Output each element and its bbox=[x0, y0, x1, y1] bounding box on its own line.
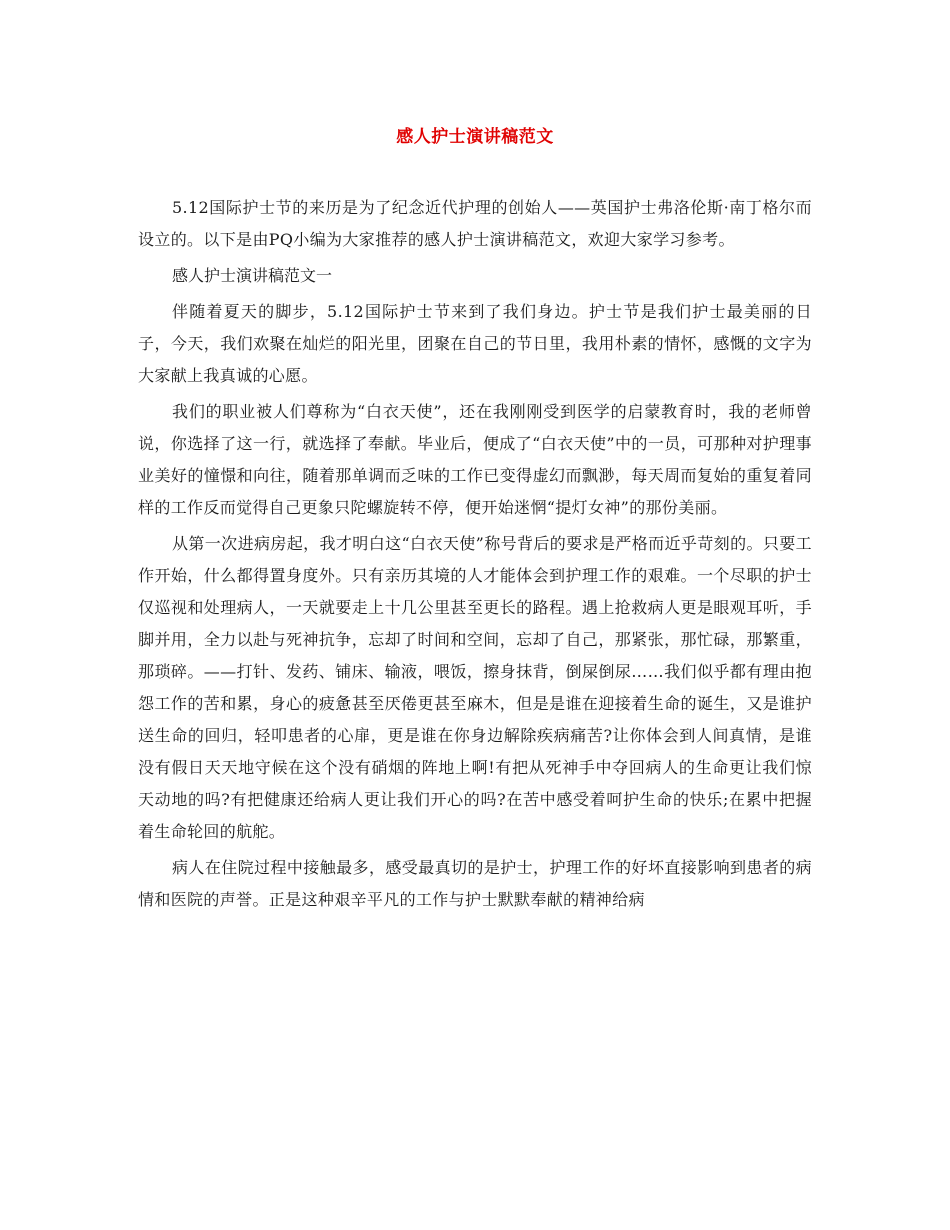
document-title: 感人护士演讲稿范文 bbox=[396, 127, 554, 147]
body-paragraph-3: 从第一次进病房起，我才明白这“白衣天使”称号背后的要求是严格而近乎苛刻的。只要工作开始，什么都得置身度外。只有亲历其境的人才能体会到护理工作的艰难。一个尽职的护士仅巡视和处理病人，一天就要走上十几公里甚至更长的路程。遇上抢救病人更是眼观耳听，手脚并用，全力以赴与死神抗争，忘却了时间和空间，忘却了自己，那紧张，那忙碌，那繁重，那琐碎。——打针、发药、铺床、输液，喂饭，擦身抹背，倒屎倒尿……我们似乎都有理由抱怨工作的苦和累，身心的疲惫甚至厌倦更甚至麻木，但是是谁在迎接着生命的诞生，又是谁护送生命的回归，轻叩患者的心扉，更是谁在你身边解除疾病痛苦?让你体会到人间真情，是谁没有假日天天地守候在这个没有硝烟的阵地上啊!有把从死神手中夺回病人的生命更让我们惊天动地的吗?有把健康还给病人更让我们开心的吗?在苦中感受着呵护生命的快乐;在累中把握着生命轮回的航舵。 bbox=[138, 534, 812, 841]
intro-paragraph: 5.12国际护士节的来历是为了纪念近代护理的创始人——英国护士弗洛伦斯·南丁格尔而设立的。以下是由PQ小编为大家推荐的感人护士演讲稿范文，欢迎大家学习参考。 bbox=[138, 198, 812, 249]
document-body bbox=[138, 192, 812, 920]
body-paragraph-4: 病人在住院过程中接触最多，感受最真切的是护士，护理工作的好坏直接影响到患者的病情和医院的声誉。正是这种艰辛平凡的工作与护士默默奉献的精神给病 bbox=[138, 858, 812, 909]
body-paragraph-1: 伴随着夏天的脚步，5.12国际护士节来到了我们身边。护士节是我们护士最美丽的日子，今天，我们欢聚在灿烂的阳光里，团聚在自己的节日里，我用朴素的情怀，感慨的文字为大家献上我真诚的心愿。 bbox=[138, 302, 812, 385]
body-paragraph-2: 我们的职业被人们尊称为“白衣天使”，还在我刚刚受到医学的启蒙教育时，我的老师曾说，你选择了这一行，就选择了奉献。毕业后，便成了“白衣天使”中的一员，可那种对护理事业美好的憧憬和向往，随着那单调而乏味的工作已变得虚幻而飘渺，每天周而复始的重复着同样的工作反而觉得自己更象只陀螺旋转不停，便开始迷惘“提灯女神”的那份美丽。 bbox=[138, 402, 812, 517]
section-heading: 感人护士演讲稿范文一 bbox=[172, 266, 333, 285]
